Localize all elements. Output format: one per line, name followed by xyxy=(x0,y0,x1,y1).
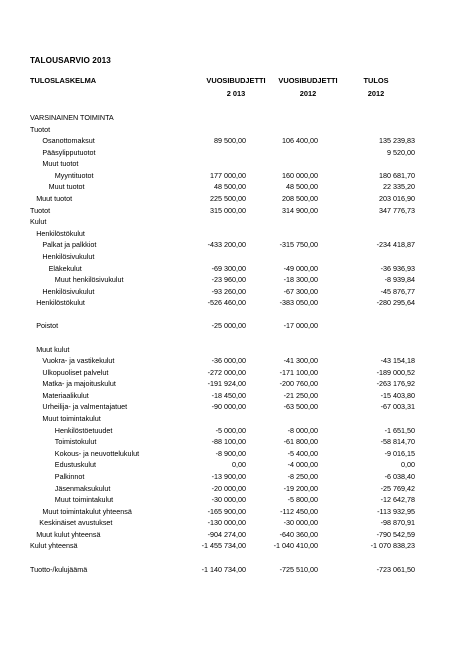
row-value-col3: -1 651,50 xyxy=(384,425,415,435)
table-row xyxy=(0,471,467,483)
row-label: Materiaalikulut xyxy=(42,390,89,400)
row-value-col1: -8 900,00 xyxy=(215,448,246,458)
row-label: Muut toimintakulut yhteensä xyxy=(42,506,132,516)
row-label: Kulut yhteensä xyxy=(30,541,78,551)
row-value-col2: 48 500,00 xyxy=(286,182,318,192)
row-label: Muut tuotot xyxy=(42,159,79,169)
table-row xyxy=(0,263,467,275)
row-label: Tuotto-/kulujäämä xyxy=(30,564,88,574)
row-value-col2: -67 300,00 xyxy=(283,286,318,296)
row-value-col3: -113 932,95 xyxy=(377,506,415,516)
row-value-col3: -15 403,80 xyxy=(380,390,415,400)
row-value-col1: -23 960,00 xyxy=(211,275,246,285)
row-value-col3: 180 681,70 xyxy=(379,170,415,180)
table-row xyxy=(0,158,467,170)
table-row xyxy=(0,193,467,205)
row-label: Muut toimintakulut xyxy=(54,495,114,505)
row-value-col3: -234 418,87 xyxy=(376,240,415,250)
table-row xyxy=(0,320,467,332)
row-value-col1: -88 100,00 xyxy=(211,437,246,447)
row-value-col1: -5 000,00 xyxy=(215,425,246,435)
row-value-col2: -1 040 410,00 xyxy=(273,541,318,551)
row-value-col3: -1 070 838,23 xyxy=(370,541,415,551)
col3-header: TULOS xyxy=(363,76,389,85)
row-value-col3: -98 870,91 xyxy=(380,518,415,528)
row-value-col1: -25 000,00 xyxy=(211,321,246,331)
row-value-col1: -36 000,00 xyxy=(211,356,246,366)
row-value-col1: -526 460,00 xyxy=(207,298,246,308)
row-label: Jäsenmaksukulut xyxy=(54,483,111,493)
row-value-col2: -725 510,00 xyxy=(279,564,318,574)
row-value-col3: 22 335,20 xyxy=(383,182,415,192)
row-label: Henkilöstökulut xyxy=(36,228,85,238)
row-label: Matka- ja majoituskulut xyxy=(42,379,116,389)
row-value-col3: -36 936,93 xyxy=(380,263,415,273)
row-value-col2: -640 360,00 xyxy=(279,529,318,539)
table-row xyxy=(0,124,467,136)
row-value-col3: -12 642,78 xyxy=(380,495,415,505)
row-value-col3: -25 769,42 xyxy=(380,483,415,493)
budget-table xyxy=(0,112,467,575)
row-label: Henkilösivukulut xyxy=(42,286,95,296)
table-row xyxy=(0,355,467,367)
table-row xyxy=(0,459,467,471)
table-row xyxy=(0,448,467,460)
table-row xyxy=(0,181,467,193)
row-value-col2: 314 900,00 xyxy=(282,205,318,215)
row-value-col2: 208 500,00 xyxy=(282,194,318,204)
row-label: Muut tuotot xyxy=(36,194,73,204)
table-row xyxy=(0,413,467,425)
row-label: Tuotot xyxy=(30,205,51,215)
row-value-col1: -13 900,00 xyxy=(211,471,246,481)
table-row xyxy=(0,112,467,124)
row-value-col3: -790 542,59 xyxy=(376,529,415,539)
row-label: Ulkopuoliset palvelut xyxy=(42,367,109,377)
row-value-col3: -189 000,52 xyxy=(376,367,415,377)
col2-header: VUOSIBUDJETTI xyxy=(278,76,338,85)
row-value-col2: -200 760,00 xyxy=(279,379,318,389)
row-value-col3: -723 061,50 xyxy=(376,564,415,574)
row-value-col3: 203 016,90 xyxy=(379,194,415,204)
table-row xyxy=(0,216,467,228)
col2-year: 2012 xyxy=(299,89,317,98)
table-row xyxy=(0,205,467,217)
row-value-col1: -191 924,00 xyxy=(207,379,246,389)
table-row xyxy=(0,309,467,321)
table-row xyxy=(0,147,467,159)
row-value-col2: -61 800,00 xyxy=(283,437,318,447)
row-label: Palkinnot xyxy=(54,471,85,481)
row-value-col1: 48 500,00 xyxy=(214,182,246,192)
table-row xyxy=(0,436,467,448)
col1-year: 2 013 xyxy=(226,89,246,98)
row-value-col2: -171 100,00 xyxy=(279,367,318,377)
row-value-col1: -90 000,00 xyxy=(211,402,246,412)
statement-label: TULOSLASKELMA xyxy=(30,76,97,85)
row-value-col1: -93 260,00 xyxy=(211,286,246,296)
row-value-col2: 106 400,00 xyxy=(282,136,318,146)
row-value-col2: -8 000,00 xyxy=(287,425,318,435)
row-value-col1: -20 000,00 xyxy=(211,483,246,493)
table-row xyxy=(0,517,467,529)
row-value-col1: -1 455 734,00 xyxy=(201,541,246,551)
table-row xyxy=(0,170,467,182)
row-value-col2: -5 800,00 xyxy=(287,495,318,505)
table-row xyxy=(0,540,467,552)
table-row xyxy=(0,564,467,576)
row-label: Henkilöstöetuudet xyxy=(54,425,113,435)
table-row xyxy=(0,251,467,263)
table-row xyxy=(0,494,467,506)
row-value-col2: -18 300,00 xyxy=(283,275,318,285)
row-value-col1: -1 140 734,00 xyxy=(201,564,246,574)
row-value-col1: 225 500,00 xyxy=(210,194,246,204)
row-label: Muut tuotot xyxy=(48,182,85,192)
table-row xyxy=(0,506,467,518)
table-row xyxy=(0,367,467,379)
table-row xyxy=(0,483,467,495)
row-value-col1: 177 000,00 xyxy=(210,170,246,180)
table-row xyxy=(0,332,467,344)
table-row xyxy=(0,297,467,309)
row-value-col1: 0,00 xyxy=(232,460,246,470)
row-label: Eläkekulut xyxy=(48,263,82,273)
row-value-col2: -30 000,00 xyxy=(283,518,318,528)
row-value-col2: -21 250,00 xyxy=(283,390,318,400)
row-value-col1: 315 000,00 xyxy=(210,205,246,215)
table-row xyxy=(0,401,467,413)
row-label: Keskinäiset avustukset xyxy=(39,518,113,528)
row-value-col1: 89 500,00 xyxy=(214,136,246,146)
table-row xyxy=(0,390,467,402)
row-value-col2: -5 400,00 xyxy=(287,448,318,458)
row-label: Muut kulut yhteensä xyxy=(36,529,101,539)
row-label: Vuokra- ja vastikekulut xyxy=(42,356,115,366)
row-label: Muut toimintakulut xyxy=(42,414,101,424)
row-label: Henkilösivukulut xyxy=(42,251,95,261)
row-value-col3: -8 939,84 xyxy=(384,275,415,285)
row-value-col1: -904 274,00 xyxy=(207,529,246,539)
table-row xyxy=(0,552,467,564)
row-value-col1: -130 000,00 xyxy=(207,518,246,528)
col3-year: 2012 xyxy=(367,89,385,98)
row-label: Edustuskulut xyxy=(54,460,96,470)
table-row xyxy=(0,425,467,437)
row-value-col2: -383 050,00 xyxy=(279,298,318,308)
document-title: TALOUSARVIO 2013 xyxy=(30,56,111,65)
row-label: Pääsylipputuotot xyxy=(42,147,96,157)
row-value-col1: -433 200,00 xyxy=(207,240,246,250)
row-label: Kokous- ja neuvottelukulut xyxy=(54,448,140,458)
row-label: Muut kulut xyxy=(36,344,70,354)
col1-header: VUOSIBUDJETTI xyxy=(206,76,266,85)
row-value-col3: 135 239,83 xyxy=(379,136,415,146)
table-row xyxy=(0,529,467,541)
row-label: Henkilöstökulut xyxy=(36,298,85,308)
row-label: Urheilija- ja valmentajatuet xyxy=(42,402,128,412)
row-value-col3: -280 295,64 xyxy=(376,298,415,308)
row-value-col3: 0,00 xyxy=(401,460,415,470)
table-row xyxy=(0,286,467,298)
row-value-col2: -8 250,00 xyxy=(287,471,318,481)
row-value-col1: -18 450,00 xyxy=(211,390,246,400)
row-value-col3: 347 776,73 xyxy=(379,205,415,215)
row-label: Tuotot xyxy=(30,124,51,134)
row-label: Muut henkilösivukulut xyxy=(54,275,124,285)
row-value-col3: -9 016,15 xyxy=(384,448,415,458)
row-label: Poistot xyxy=(36,321,59,331)
row-label: Myyntituotot xyxy=(54,170,94,180)
row-value-col3: -58 814,70 xyxy=(380,437,415,447)
row-value-col2: -315 750,00 xyxy=(279,240,318,250)
row-value-col1: -165 900,00 xyxy=(207,506,246,516)
row-value-col1: -272 000,00 xyxy=(207,367,246,377)
row-value-col2: -63 500,00 xyxy=(283,402,318,412)
row-value-col3: 9 520,00 xyxy=(387,147,415,157)
row-value-col2: -41 300,00 xyxy=(283,356,318,366)
row-label: Palkat ja palkkiot xyxy=(42,240,97,250)
row-label: Osanottomaksut xyxy=(42,136,95,146)
row-label: Kulut xyxy=(30,217,47,227)
row-value-col2: -49 000,00 xyxy=(283,263,318,273)
table-row xyxy=(0,135,467,147)
row-value-col1: -69 300,00 xyxy=(211,263,246,273)
table-row xyxy=(0,228,467,240)
row-label: VARSINAINEN TOIMINTA xyxy=(30,113,114,122)
row-label: Toimistokulut xyxy=(54,437,97,447)
row-value-col1: -30 000,00 xyxy=(211,495,246,505)
row-value-col2: -17 000,00 xyxy=(283,321,318,331)
row-value-col2: -4 000,00 xyxy=(287,460,318,470)
row-value-col2: -112 450,00 xyxy=(280,506,318,516)
row-value-col3: -67 003,31 xyxy=(380,402,415,412)
row-value-col3: -43 154,18 xyxy=(380,356,415,366)
row-value-col3: -6 038,40 xyxy=(384,471,415,481)
table-row xyxy=(0,378,467,390)
row-value-col3: -45 876,77 xyxy=(380,286,415,296)
table-row xyxy=(0,344,467,356)
table-row xyxy=(0,274,467,286)
row-value-col3: -263 176,92 xyxy=(376,379,415,389)
table-row xyxy=(0,239,467,251)
row-value-col2: 160 000,00 xyxy=(282,170,318,180)
row-value-col2: -19 200,00 xyxy=(283,483,318,493)
